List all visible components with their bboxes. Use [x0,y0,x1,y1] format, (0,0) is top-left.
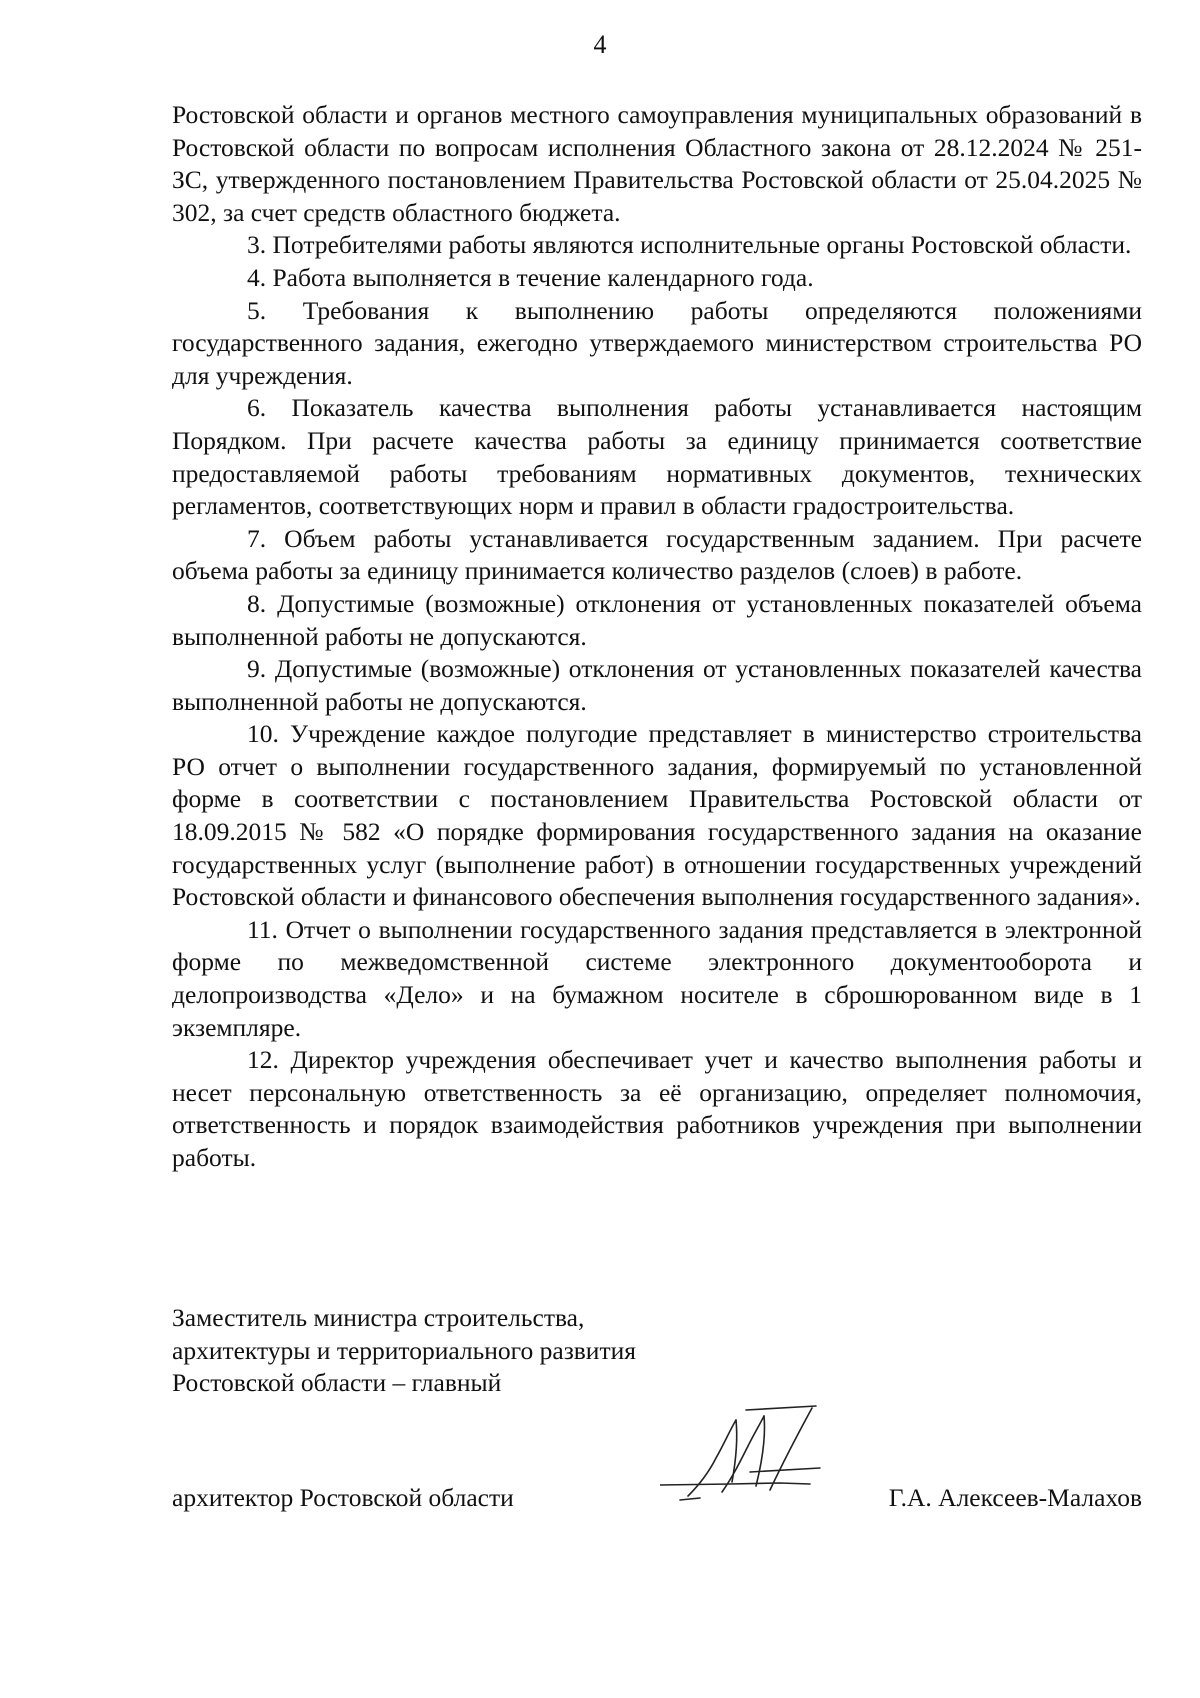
signatory-title-line: архитектуры и территориального развития [172,1335,636,1365]
handwritten-signature [660,1400,840,1510]
paragraph-item-5: 5. Требования к выполнению работы определяются положениями государственного задания, ежегодно утверждаемого министерством строительства РО для учреждения. [172,295,1142,390]
paragraph-item-12: 12. Директор учреждения обеспечивает учет и качество выполнения работы и несет персональную ответственность за её организацию, определяет полномочия, ответственность и порядок взаимодействия работников учреждения при выполнении работы. [172,1045,1142,1172]
paragraph-item-3: 3. Потребителями работы являются исполнительные органы Ростовской области. [247,230,1132,260]
paragraph-item-10: 10. Учреждение каждое полугодие представляет в министерство строительства РО отчет о выполнении государственного задания, формируемый по установленной форме в соответствии с постановлением Правительства Ростовской области от 18.09.2015 № 582 «О порядке формирования государственного задания на оказание государственных услуг (выполнение работ) в отношении государственных учреждений Ростовской области и финансового обеспечения выполнения государственного задания». [172,719,1142,912]
paragraph-item-7: 7. Объем работы устанавливается государственным заданием. При расчете объема работы за единицу принимается количество разделов (слоев) в работе. [172,523,1142,586]
signatory-title [172,1302,1142,1400]
paragraph-item-11: 11. Отчет о выполнении государственного задания представляется в электронной форме по межведомственной системе электронного документооборота и делопроизводства «Дело» и на бумажном носителе в сброшюрованном виде в 1 экземпляре. [172,914,1142,1042]
paragraph-item-6: 6. Показатель качества выполнения работы устанавливается настоящим Порядком. При расчете качества работы за единицу принимается соответствие предоставляемой работы требованиям нормативных документов, технических регламентов, соответствующих норм и правил в области градостроительства. [172,393,1142,521]
paragraph-item-8: 8. Допустимые (возможные) отклонения от установленных показателей объема выполненной работы не допускаются. [172,588,1142,651]
paragraph-item-4: 4. Работа выполняется в течение календарного года. [247,262,814,292]
signatory-title-line: Ростовской области – главный [172,1368,502,1398]
document-body [172,99,1142,1175]
page-number: 4 [593,30,607,59]
signatory-name: Г.А. Алексеев-Малахов [888,1483,1142,1512]
signatory-title-last-line: архитектор Ростовской области [172,1483,514,1512]
paragraph-continuation: Ростовской области и органов местного самоуправления муниципальных образований в Ростовской области по вопросам исполнения Областного закона от 28.12.2024 № 251-ЗС, утвержденного постановлением Правительства Ростовской области от 25.04.2025 № 302, за счет средств областного бюджета. [172,100,1142,227]
signatory-title-line: Заместитель министра строительства, [172,1303,585,1332]
paragraph-item-9: 9. Допустимые (возможные) отклонения от установленных показателей качества выполненной работы не допускаются. [172,654,1142,716]
